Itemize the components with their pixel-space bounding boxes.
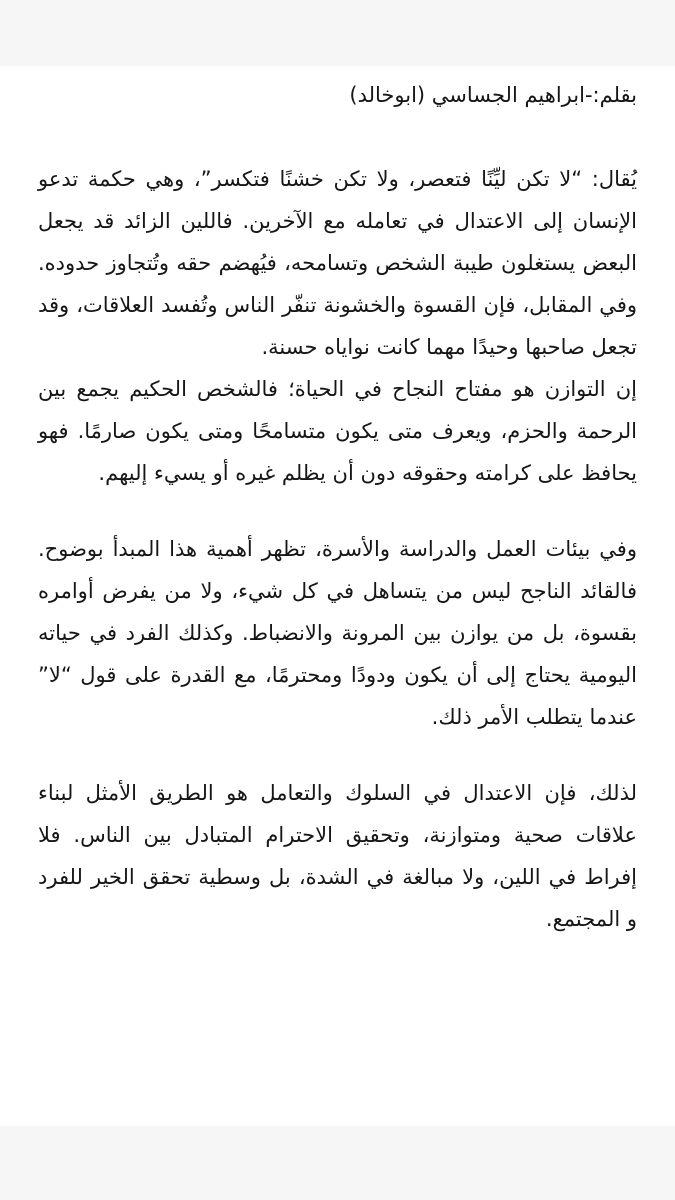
article-paragraph-1: يُقال: “لا تكن ليِّنًا فتعصر، ولا تكن خشنًا فتكسر”، وهي حكمة تدعو الإنسان إلى الاعتدال في تعامله مع الآخرين. فاللين الزائد قد يجعل البعض يستغلون طيبة الشخص وتسامحه، فيُهضم حقه وتُتجاوز حدوده. وفي المقابل، فإن القسوة والخشونة تنفّر الناس وتُفسد العلاقات، وقد تجعل صاحبها وحيدًا مهما كانت نواياه حسنة. <box>38 167 637 359</box>
article-card <box>0 66 675 1126</box>
article-paragraph-4: لذلك، فإن الاعتدال في السلوك والتعامل هو الطريق الأمثل لبناء علاقات صحية ومتوازنة، وتحقيق الاحترام المتبادل بين الناس. فلا إفراط في اللين، ولا مبالغة في الشدة، بل وسطية تحقق الخير للفرد و المجتمع. <box>38 781 637 931</box>
article-paragraph-2: إن التوازن هو مفتاح النجاح في الحياة؛ فالشخص الحكيم يجمع بين الرحمة والحزم، ويعرف متى يكون متسامحًا ومتى يكون صارمًا. فهو يحافظ على كرامته وحقوقه دون أن يظلم غيره أو يسيء إليهم. <box>38 377 637 485</box>
article-paragraph-3: وفي بيئات العمل والدراسة والأسرة، تظهر أهمية هذا المبدأ بوضوح. فالقائد الناجح ليس من يتساهل في كل شيء، ولا من يفرض أوامره بقسوة، بل من يوازن بين المرونة والانضباط. وكذلك الفرد في حياته اليومية يحتاج إلى أن يكون ودودًا ومحترمًا، مع القدرة على قول “لا” عندما يتطلب الأمر ذلك. <box>38 537 637 729</box>
author-byline: بقلم:-ابراهيم الجساسي (ابوخالد) <box>349 83 637 107</box>
